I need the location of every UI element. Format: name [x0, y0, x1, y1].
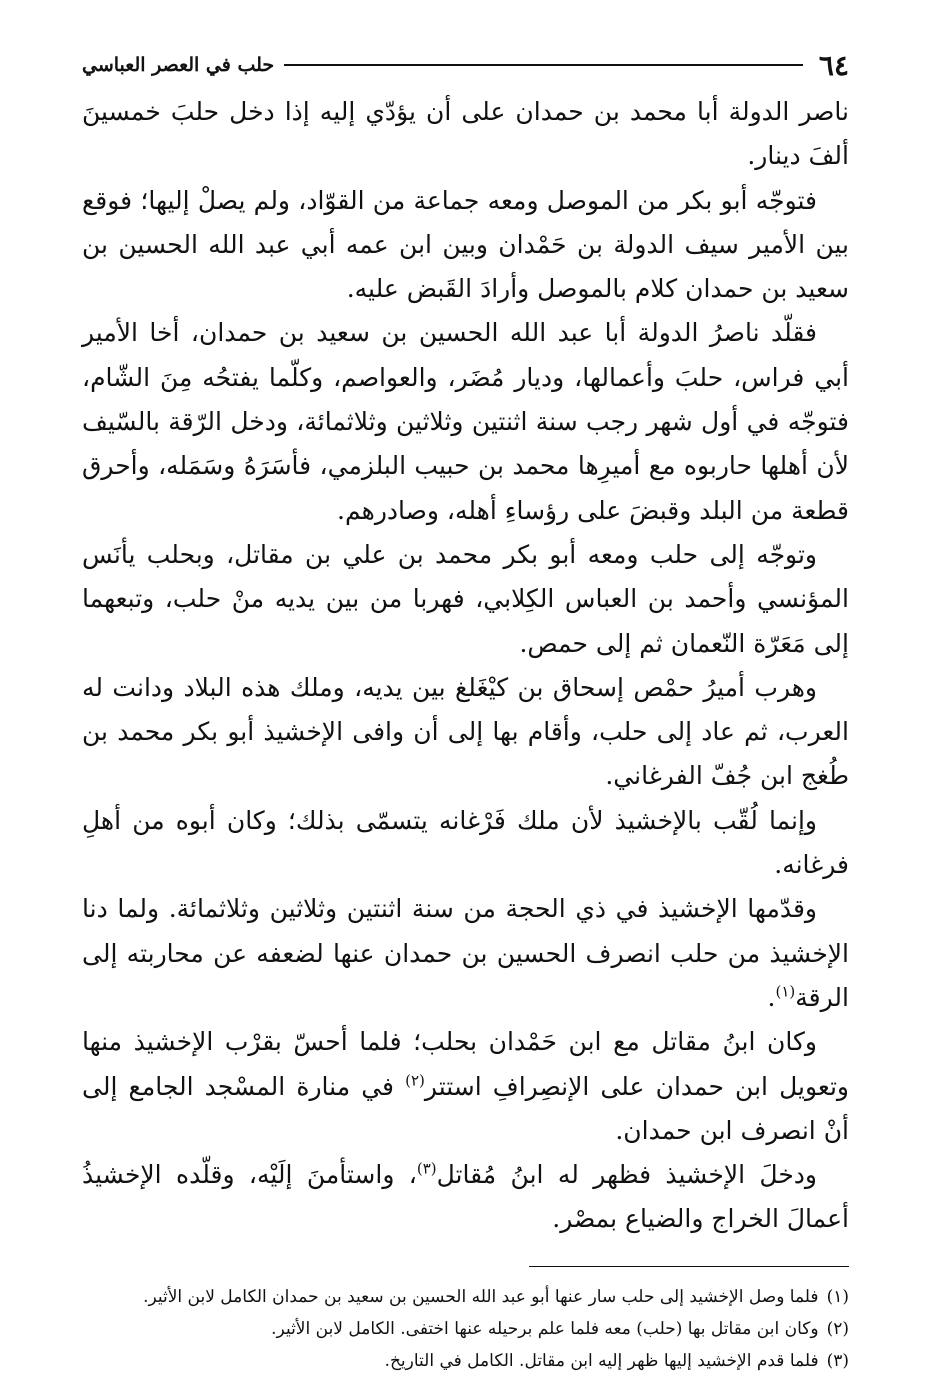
footnote-ref-3[interactable]: (٣)	[416, 1159, 437, 1178]
paragraph: فتوجّه أبو بكر من الموصل ومعه جماعة من القوّاد، ولم يصلْ إليها؛ فوقع بين الأمير سيف الدولة بن حَمْدان وبين ابن عمه أبي عبد الله الحسين بن سعيد بن حمدان كلام بالموصل وأرادَ القَبض عليه.	[82, 185, 849, 304]
paragraph-text: في منارة المسْجد الجامع إلى أنْ انصرف ابن حمدان.	[82, 1071, 849, 1145]
paragraph: وهرب أميرُ حمْص إسحاق بن كيْغَلغ بين يديه، وملك هذه البلاد ودانت له العرب، ثم عاد إلى حلب، وأقام بها إلى أن وافى الإخشيذ أبو بكر محمد بن طُغج ابن جُفّ الفرغاني.	[82, 672, 849, 791]
footnote-text: وكان ابن مقاتل بها (حلب) معه فلما علم برحيله عنها اختفى. الكامل لابن الأثير.	[271, 1318, 819, 1339]
footnote-text: فلما قدم الإخشيد إليها ظهر إليه ابن مقاتل. الكامل في التاريخ.	[384, 1350, 819, 1371]
footnote	[82, 1281, 849, 1313]
paragraph: وإنما لُقّب بالإخشيذ لأن ملك فَرْغانه يتسمّى بذلك؛ وكان أبوه من أهلِ فرغانه.	[82, 805, 849, 880]
footnote-ref-1[interactable]: (١)	[775, 982, 796, 1001]
paragraph: فقلّد ناصرُ الدولة أبا عبد الله الحسين بن سعيد بن حمدان، أخا الأمير أبي فراس، حلبَ وأعمالها، وديار مُضَر، والعواصم، وكلّما يفتحُه مِنَ الشّام، فتوجّه في أول شهر رجب سنة اثنتين وثلاثين وثلاثمائة، ودخل الرّقة بالسّيف لأن أهلها حاربوه مع أميرِها محمد بن حبيب البلزمي، فأسَرَهُ وسَمَله، وأحرق قطعة من البلد وقبضَ على رؤساءِ أهله، وصادرهم.	[82, 318, 849, 525]
paragraph: وتوجّه إلى حلب ومعه أبو بكر محمد بن علي بن مقاتل، وبحلب يأنَس المؤنسي وأحمد بن العباس الكِلابي، فهربا من بين يديه منْ حلب، وتبعهما إلى مَعَرّة النّعمان ثم إلى حمص.	[82, 539, 849, 658]
paragraph-text: وقدّمها الإخشيذ في ذي الحجة من سنة اثنتين وثلاثين وثلاثمائة. ولما دنا الإخشيذ من حلب انصرف الحسين بن حمدان عنها لضعفه عن محاربته إلى الرقة	[82, 894, 849, 1012]
header-rule	[284, 64, 803, 66]
paragraph-text: وكان ابنُ مقاتل مع ابن حَمْدان بحلب؛ فلما أحسّ بقرْب الإخشيذ منها وتعويل ابن حمدان على الإنصِرافِ استتر	[82, 1027, 849, 1101]
paragraph	[82, 1020, 849, 1153]
footnote-separator	[529, 1266, 849, 1267]
paragraph-text: ، واستأمنَ إلَيْه، وقلّده الإخشيذُ أعمالَ الخراج والضياع بمصْر.	[82, 1160, 849, 1234]
footnote-ref-2[interactable]: (٢)	[405, 1071, 425, 1090]
footnote-text: فلما وصل الإخشيد إلى حلب سار عنها أبو عبد الله الحسين بن سعيد بن حمدان الكامل لابن الأثير.	[143, 1286, 819, 1307]
footnote-number: (٢)	[826, 1318, 849, 1339]
body-text	[82, 90, 849, 1242]
page-header	[82, 44, 849, 86]
paragraph	[82, 887, 849, 1020]
footnote-number: (٣)	[826, 1350, 849, 1371]
footnote	[82, 1313, 849, 1345]
running-title: حلب في العصر العباسي	[82, 54, 275, 76]
paragraph	[82, 1153, 849, 1242]
footnote	[82, 1345, 849, 1377]
paragraph: ناصر الدولة أبا محمد بن حمدان على أن يؤدّي إليه إذا دخل حلبَ خمسينَ ألفَ دينار.	[82, 97, 849, 171]
footnote-separator-wrap	[82, 1242, 849, 1275]
paragraph-end: .	[767, 982, 776, 1012]
page-number: ٦٤	[818, 48, 849, 82]
footnotes	[82, 1281, 849, 1377]
footnote-number: (١)	[826, 1286, 849, 1307]
paragraph-text: ودخلَ الإخشيذ فظهر له ابنُ مُقاتل	[436, 1160, 817, 1190]
